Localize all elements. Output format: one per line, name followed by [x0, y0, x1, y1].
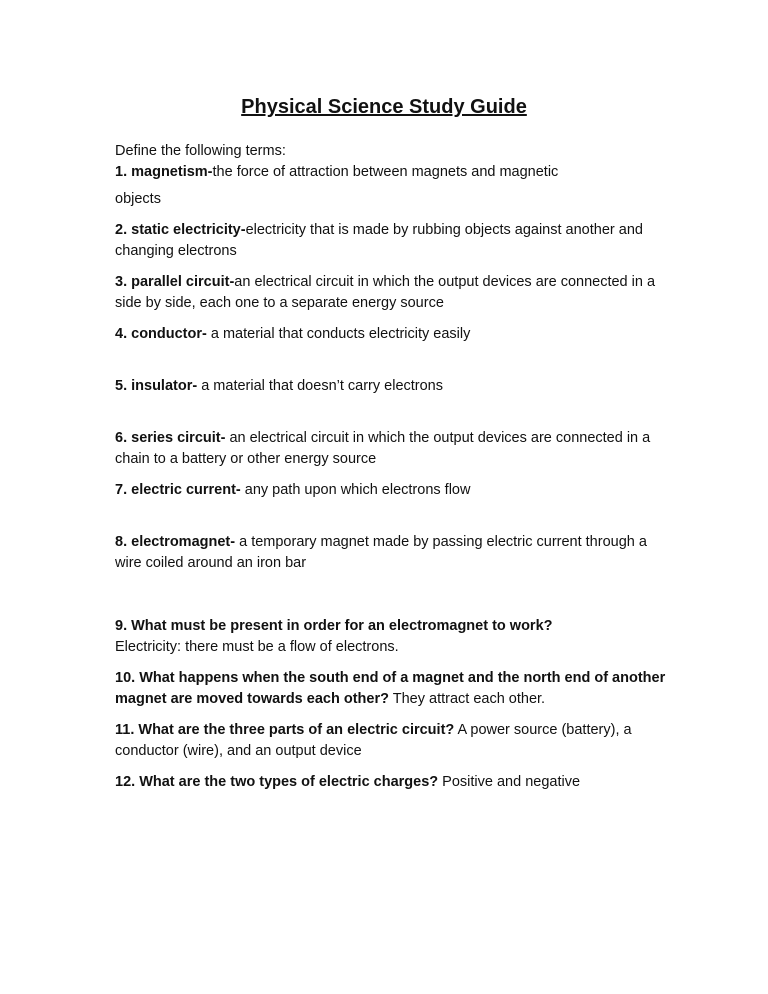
question-answer: Electricity: there must be a flow of electrons. [115, 639, 399, 655]
term-item [115, 162, 675, 183]
term-definition: electricity that is made by rubbing objects against another and changing electrons [115, 222, 643, 259]
question-number: 10. [115, 670, 136, 686]
question-answer: Positive and negative [438, 774, 581, 790]
term-item [115, 324, 675, 345]
term-definition: the force of attraction between magnets and magnetic [212, 164, 559, 180]
term-number: 1. [115, 164, 128, 180]
term-definition: any path upon which electrons flow [240, 482, 471, 498]
question-text: What must be present in order for an electromagnet to work? [131, 618, 553, 634]
term-label: insulator- [131, 378, 198, 394]
term-number: 4. [115, 326, 128, 342]
term-item [115, 428, 675, 470]
question-item [115, 720, 675, 762]
question-answer: They attract each other. [388, 691, 546, 707]
term-definition: an electrical circuit in which the output devices are connected in a chain to a battery or other energy source [115, 430, 651, 467]
question-text: What are the three parts of an electric circuit? [138, 722, 455, 738]
term-number: 6. [115, 430, 128, 446]
question-text: What are the two types of electric charges? [139, 774, 439, 790]
question-number: 9. [115, 618, 128, 634]
question-number: 12. [115, 774, 136, 790]
term-label: conductor- [131, 326, 207, 342]
question-number: 11. [115, 722, 135, 738]
question-item [115, 668, 675, 710]
term-label: magnetism- [131, 164, 213, 180]
term-definition: a material that conducts electricity easily [206, 326, 471, 342]
question-item [115, 772, 675, 793]
question-text: What happens when the south end of a magnet and the north end of another magnet are moved towards each other? [115, 670, 666, 707]
term-label: electromagnet- [131, 534, 236, 550]
term-number: 3. [115, 274, 128, 290]
question-item [115, 616, 675, 658]
term-number: 2. [115, 222, 128, 238]
term-label: series circuit- [131, 430, 226, 446]
term-item [115, 480, 675, 501]
term-definition: a material that doesn’t carry electrons [197, 378, 443, 394]
term-continuation: objects [115, 191, 161, 207]
term-label: static electricity- [131, 222, 246, 238]
term-label: parallel circuit- [131, 274, 235, 290]
term-label: electric current- [131, 482, 241, 498]
term-item [115, 272, 675, 314]
term-item [115, 532, 675, 574]
page-title: Physical Science Study Guide [241, 96, 527, 118]
term-definition: a temporary magnet made by passing electric current through a wire coiled around an iron bar [115, 534, 647, 571]
term-number: 7. [115, 482, 128, 498]
instructions: Define the following terms: [115, 143, 286, 159]
term-number: 5. [115, 378, 128, 394]
term-item [115, 376, 675, 397]
term-definition: an electrical circuit in which the output devices are connected in a side by side, each one to a separate energy source [115, 274, 656, 311]
term-number: 8. [115, 534, 128, 550]
term-item [115, 220, 675, 262]
question-answer: A power source (battery), a conductor (wire), and an output device [115, 722, 632, 759]
